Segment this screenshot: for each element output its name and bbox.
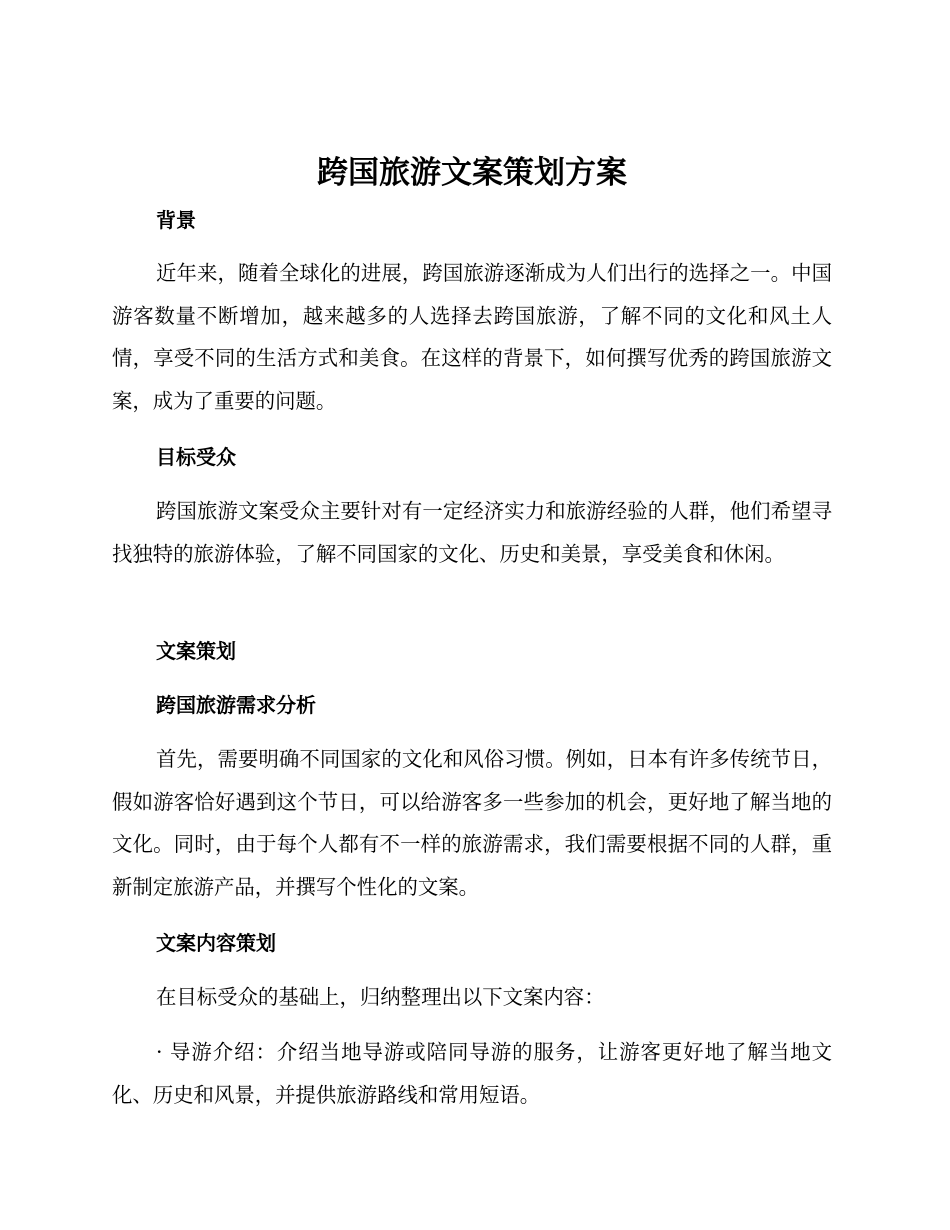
section-heading-content-planning: 文案内容策划 (156, 931, 276, 955)
paragraph-demand-analysis: 首先，需要明确不同国家的文化和风俗习惯。例如，日本有许多传统节日，假如游客恰好遇到这个节日，可以给游客多一些参加的机会，更好地了解当地的文化。同时，由于每个人都有不一样的旅游需求，我们需要根据不同的人群，重新制定旅游产品，并撰写个性化的文案。 (112, 747, 832, 899)
paragraph-background: 近年来，随着全球化的进展，跨国旅游逐渐成为人们出行的选择之一。中国游客数量不断增加，越来越多的人选择去跨国旅游，了解不同的文化和风土人情，享受不同的生活方式和美食。在这样的背景下，如何撰写优秀的跨国旅游文案，成为了重要的问题。 (112, 261, 832, 413)
section-heading-background: 背景 (156, 208, 196, 232)
section-heading-planning: 文案策划 (156, 639, 236, 663)
bullet-item-guide-intro: · 导游介绍：介绍当地导游或陪同导游的服务，让游客更好地了解当地文化、历史和风景，并提供旅游路线和常用短语。 (112, 1040, 832, 1107)
section-heading-demand-analysis: 跨国旅游需求分析 (156, 693, 316, 717)
section-heading-audience: 目标受众 (156, 445, 236, 469)
paragraph-content-intro: 在目标受众的基础上，归纳整理出以下文案内容： (156, 985, 605, 1009)
document-title: 跨国旅游文案策划方案 (317, 155, 627, 191)
paragraph-audience: 跨国旅游文案受众主要针对有一定经济实力和旅游经验的人群，他们希望寻找独特的旅游体验，了解不同国家的文化、历史和美景，享受美食和休闲。 (112, 499, 832, 566)
